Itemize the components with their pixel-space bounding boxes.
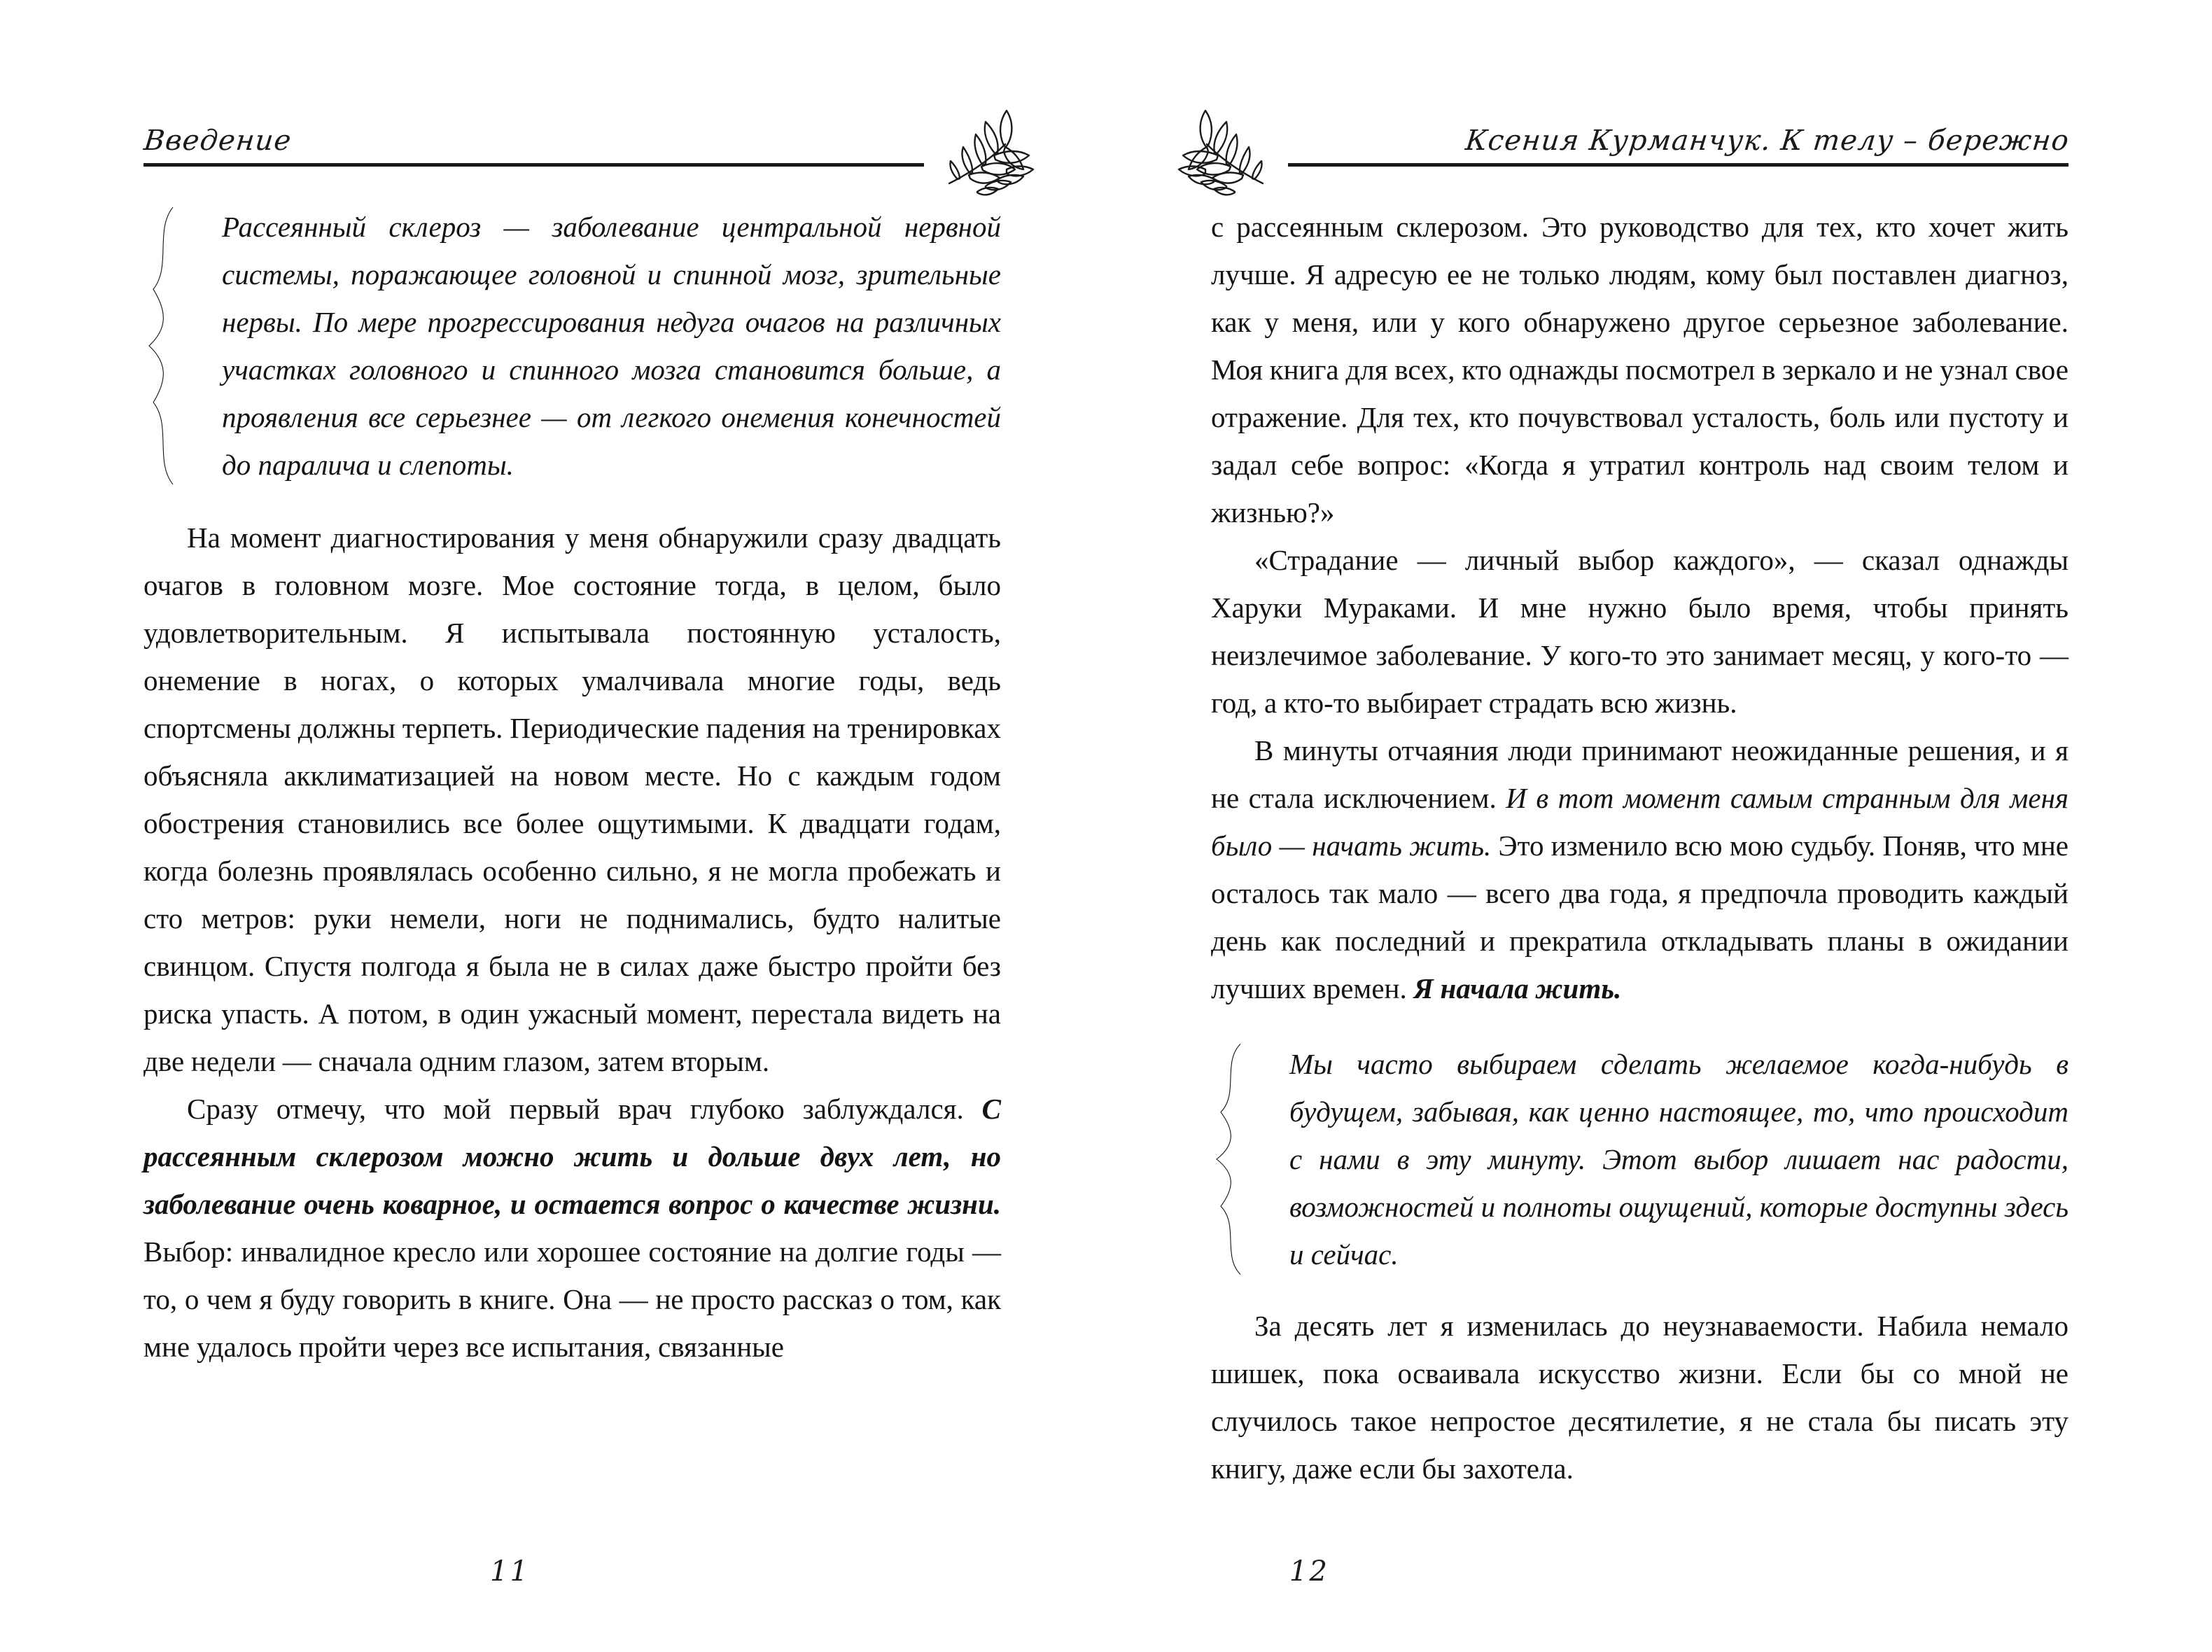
curly-brace-icon	[144, 204, 184, 487]
right-blockquote	[1211, 1040, 2068, 1278]
left-page-number: 11	[490, 1555, 530, 1588]
left-paragraph-1-text: На момент диагностирования у меня обнаружили сразу двадцать очагов в головном мозге. Мое состояние тогда, в целом, было удовлетворительным. Я испытывала постоянную усталость, онемение в ногах, о которых умалчивала многие годы, ведь спортсмены должны терпеть. Периодические падения на тренировках объясняла акклиматизацией на новом месте. Но с каждым годом обострения становились все более ощутимыми. К двадцати годам, когда болезнь проявлялась особенно сильно, я не могла пробежать и сто метров: руки немели, ноги не поднимались, будто налитые свинцом. Спустя полгода я была не в силах даже быстро пройти без риска упасть. А потом, в один ужасный момент, перестала видеть на две недели — сначала одним глазом, затем вторым.	[144, 522, 1001, 1077]
left-paragraph-2-run-1: Сразу отмечу, что мой первый врач глубоко заблуждался.	[187, 1093, 982, 1125]
right-running-head-label: Ксения Курманчук. К телу – бережно	[1464, 125, 2071, 157]
right-page	[1106, 0, 2212, 1652]
left-blockquote-text: Рассеянный склероз — заболевание центральной нервной системы, поражающее головной и спинной мозг, зрительные нервы. По мере прогрессирования недуга очагов на различных участках головного и спинного мозга становится больше, а проявления все серьезнее — от легкого онемения конечностей до паралича и слепоты.	[222, 211, 1001, 481]
right-paragraph-2	[1211, 536, 2068, 727]
leaf-sprig-icon	[1170, 101, 1275, 199]
left-paragraph-2	[144, 1085, 1001, 1371]
right-page-number: 12	[1289, 1555, 1329, 1588]
left-running-head	[144, 84, 1001, 167]
right-running-head	[1211, 84, 2071, 167]
left-paragraph-2-run-3: Выбор: инвалидное кресло или хорошее состояние на долгие годы — то, о чем я буду говорить в книге. Она — не просто рассказ о том, как мне удалось пройти через все испытания, связанные	[144, 1236, 1001, 1363]
right-paragraph-3	[1211, 727, 2068, 1012]
left-paragraph-2-emphasis: С рассеянным склерозом можно жить и дольше двух лет, но заболевание очень коварное, и остается вопрос о качестве жизни.	[144, 1093, 1001, 1220]
right-blockquote-text: Мы часто выбираем сделать желаемое когда-нибудь в будущем, забывая, как ценно настоящее, то, что происходит с нами в эту минуту. Этот выбор лишает нас радости, возможностей и полноты ощущений, которые доступны здесь и сейчас.	[1289, 1048, 2068, 1270]
right-paragraph-1	[1211, 203, 2068, 536]
right-paragraph-3-run-1: В минуты отчаяния люди принимают неожиданные решения, и я не стала исключением.	[1211, 734, 2068, 814]
left-blockquote	[144, 203, 1001, 489]
right-header-rule	[1288, 163, 2068, 167]
right-paragraph-3-strong-emphasis: Я начала жить.	[1413, 972, 1622, 1004]
right-paragraph-2-text: «Страдание — личный выбор каждого», — сказал однажды Харуки Мураками. И мне нужно было время, чтобы принять неизлечимое заболевание. У кого-то это занимает месяц, у кого-то — год, а кто-то выбирает страдать всю жизнь.	[1211, 544, 2068, 719]
right-paragraph-1-text: с рассеянным склерозом. Это руководство для тех, кто хочет жить лучше. Я адресую ее не только людям, кому был поставлен диагноз, как у меня, или у кого обнаружено другое серьезное заболевание. Моя книга для всех, кто однажды посмотрел в зеркало и не узнал свое отражение. Для тех, кто почувствовал усталость, боль или пустоту и задал себе вопрос: «Когда я утратил контроль над своим телом и жизнью?»	[1211, 211, 2068, 528]
leaf-sprig-icon	[937, 101, 1042, 199]
left-text-column	[144, 203, 1001, 1371]
left-running-head-label: Введение	[142, 125, 293, 157]
left-header-rule	[144, 163, 924, 167]
left-page-content	[144, 84, 1001, 1371]
right-page-content	[1211, 84, 2071, 1492]
curly-brace-icon	[1211, 1042, 1252, 1277]
right-paragraph-3-run-3: Это изменило всю мою судьбу. Поняв, что мне осталось так мало — всего два года, я предпочла проводить каждый день как последний и прекратила откладывать планы в ожидании лучших времен.	[1211, 830, 2068, 1004]
right-closing-paragraph	[1211, 1302, 2068, 1492]
right-paragraph-3-emphasis: И в тот момент самым странным для меня было — начать жить.	[1211, 782, 2068, 862]
right-text-column	[1211, 203, 2068, 1492]
right-closing-paragraph-text: За десять лет я изменилась до неузнаваемости. Набила немало шишек, пока осваивала искусство жизни. Если бы со мной не случилось такое непростое десятилетие, я не стала бы писать эту книгу, даже если бы захотела.	[1211, 1310, 2068, 1485]
left-paragraph-1	[144, 514, 1001, 1085]
